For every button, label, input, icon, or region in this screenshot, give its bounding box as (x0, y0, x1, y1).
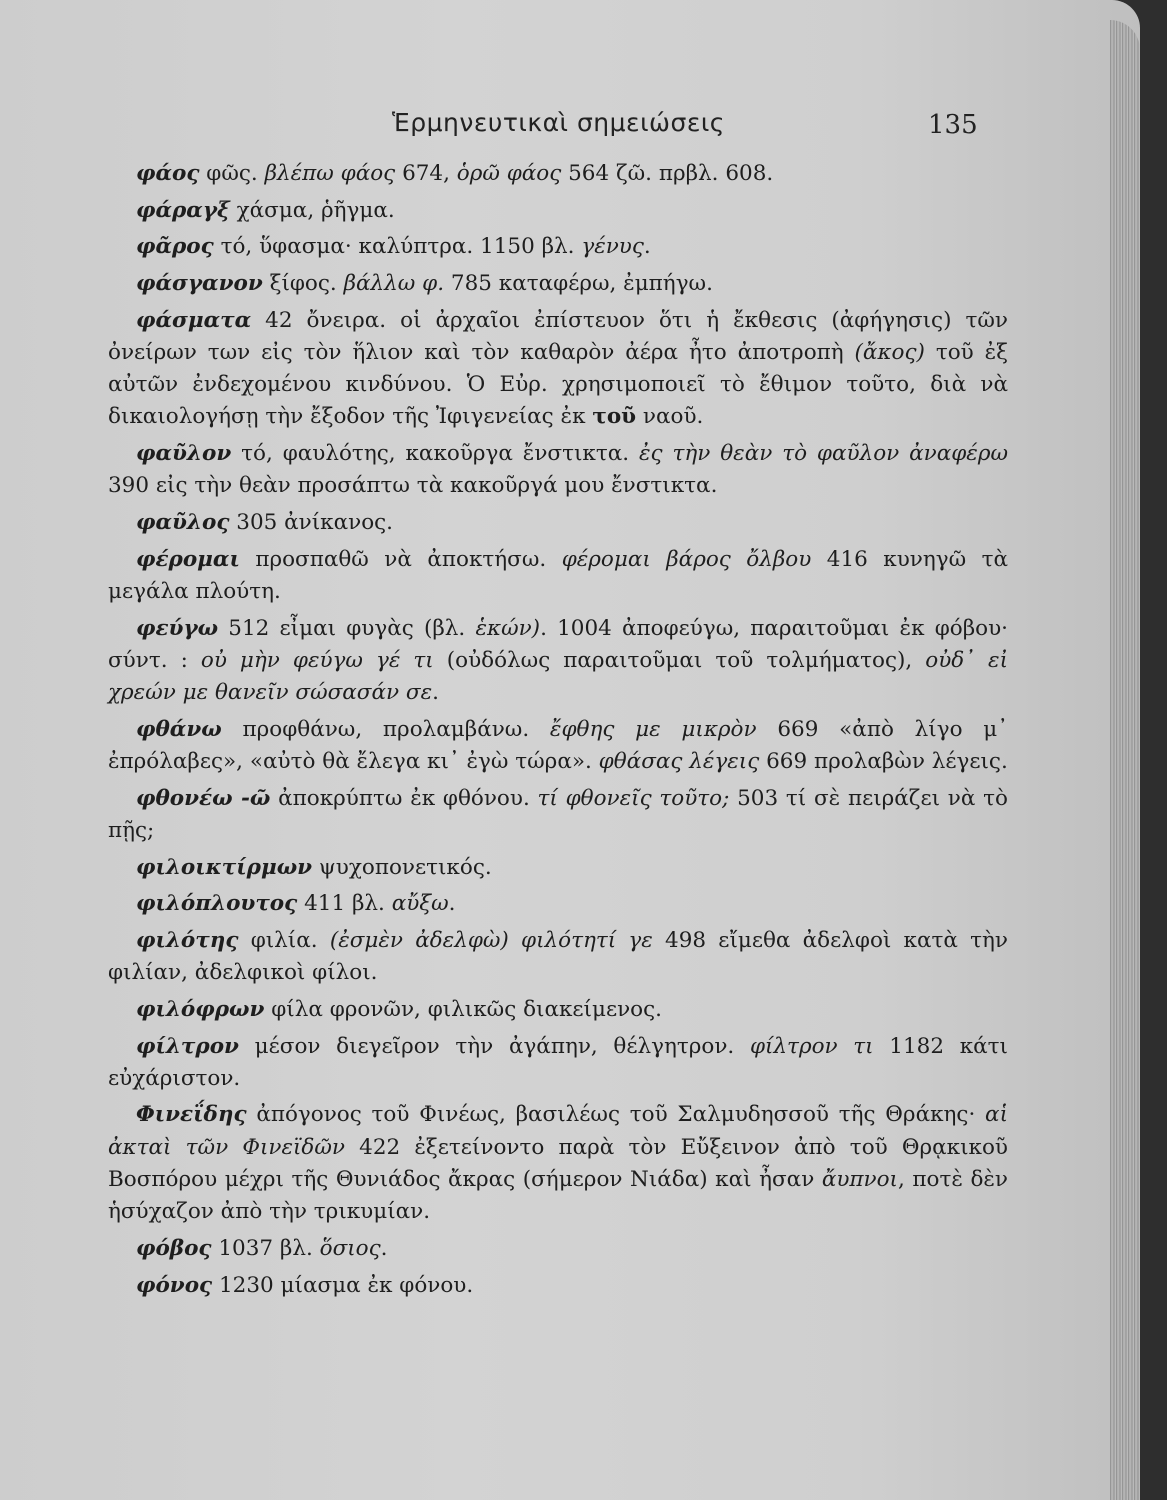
headword: φθονέω -ῶ (136, 785, 271, 811)
glossary-entry: φᾶρος τό, ὕφασμα· καλύπτρα. 1150 βλ. γένυς. (136, 234, 651, 260)
headword: φόνος (136, 1272, 213, 1298)
headword: φιλότης (136, 927, 239, 953)
glossary-entry: φέρομαι προσπαθῶ νὰ ἀποκτήσω. φέρομαι βάρος ὄλβου 416 κυνηγῶ τὰ μεγάλα πλούτη. (108, 546, 1009, 604)
glossary-entry: φάος φῶς. βλέπω φάος 674, ὁρῶ φάος 564 ζῶ. πρβλ. 608. (136, 161, 774, 186)
headword: φάσματα (136, 307, 252, 333)
headword: φεύγω (136, 615, 219, 641)
glossary-entry: φάσγανον ξίφος. βάλλω φ. 785 καταφέρω, ἐμπήγω. (136, 271, 713, 297)
headword: φιλόφρων (136, 996, 265, 1022)
page-number: 135 (928, 110, 978, 140)
glossary-entry: φιλόφρων φίλα φρονῶν, φιλικῶς διακείμενος. (136, 996, 662, 1022)
glossary-entry: φιλόπλουτος 411 βλ. αὔξω. (136, 891, 456, 917)
headword: φιλόπλουτος (136, 891, 298, 917)
glossary-entry: φάσματα 42 ὄνειρα. οἱ ἀρχαῖοι ἐπίστευον ὅτι ἡ ἔκθεσις (ἀφήγησις) τῶν ὀνείρων των εἰς τὸν ἥλιον καὶ τὸν καθαρὸν ἀέρα ἦτο ἀποτροπὴ (ἄκος) τοῦ ἐξ αὐτῶν ἐνδεχομένου κινδύνου. Ὁ Εὐρ. χρησιμοποιεῖ τὸ ἔθιμον τοῦτο, διὰ νὰ δικαιολογήσῃ τὴν ἔξοδον τῆς Ἰφιγενείας ἐκ τοῦ ναοῦ. (108, 307, 1008, 430)
glossary-entry: φόβος 1037 βλ. ὅσιος. (136, 1235, 388, 1261)
headword: φθάνω (136, 716, 222, 742)
glossary-entry: φαῦλον τό, φαυλότης, κακοῦργα ἔνστικτα. ἐς τὴν θεὰν τὸ φαῦλον ἀναφέρω 390 εἰς τὴν θεὰν προσάπτω τὰ κακοῦργά μου ἔνστικτα. (108, 441, 1008, 499)
headword: φίλτρον (136, 1033, 239, 1059)
page-edges (1110, 20, 1140, 1500)
headword: φέρομαι (136, 546, 240, 572)
headword: φαῦλος (136, 510, 230, 536)
headword: φάσγανον (136, 271, 263, 297)
running-title: Ἑρμηνευτικαὶ σημειώσεις (392, 108, 725, 137)
headword: φαῦλον (136, 441, 232, 467)
glossary-entry: φίλτρον μέσον διεγεῖρον τὴν ἀγάπην, θέλγητρον. φίλτρον τι 1182 κάτι εὐχάριστον. (108, 1033, 1008, 1091)
headword: φάος (136, 161, 200, 186)
headword: φόβος (136, 1235, 212, 1261)
headword: φάραγξ (136, 197, 230, 223)
glossary-entry: φαῦλος 305 ἀνίκανος. (136, 510, 394, 536)
glossary-entry: φεύγω 512 εἶμαι φυγὰς (βλ. ἑκών). 1004 ἀποφεύγω, παραιτοῦμαι ἐκ φόβου· σύντ. : οὐ μὴν φεύγω γέ τι (οὐδόλως παραιτοῦμαι τοῦ τολμήματος), οὐδ᾽ εἰ χρεών με θανεῖν σώσασάν σε. (108, 615, 1008, 706)
headword: φᾶρος (136, 234, 214, 260)
headword: φιλοικτίρμων (136, 854, 313, 880)
glossary-body (108, 158, 1008, 1306)
glossary-entry: φθονέω -ῶ ἀποκρύπτω ἐκ φθόνου. τί φθονεῖς τοῦτο; 503 τί σὲ πειράζει νὰ τὸ πῇς; (108, 785, 1008, 843)
glossary-entry: φόνος 1230 μίασμα ἐκ φόνου. (136, 1272, 474, 1298)
running-header (392, 108, 992, 148)
glossary-entry: φιλοικτίρμων ψυχοπονετικός. (136, 854, 492, 880)
glossary-entry: φάραγξ χάσμα, ῥῆγμα. (136, 197, 395, 223)
glossary-entry: Φινεΐδης ἀπόγονος τοῦ Φινέως, βασιλέως τοῦ Σαλμυδησσοῦ τῆς Θράκης· αἱ ἀκταὶ τῶν Φινεϊδῶν 422 ἐξετείνοντο παρὰ τὸν Εὔξεινον ἀπὸ τοῦ Θρᾳκικοῦ Βοσπόρου μέχρι τῆς Θυνιάδος ἄκρας (σήμερον Νιάδα) καὶ ἦσαν ἄυπνοι, ποτὲ δὲν ἡσύχαζον ἀπὸ τὴν τρικυμίαν. (108, 1102, 1009, 1225)
headword: Φινεΐδης (136, 1102, 247, 1128)
glossary-entry: φιλότης φιλία. (ἐσμὲν ἀδελφὼ) φιλότητί γε 498 εἴμεθα ἀδελφοὶ κατὰ τὴν φιλίαν, ἀδελφικοὶ φίλοι. (108, 927, 1008, 986)
glossary-entry: φθάνω προφθάνω, προλαμβάνω. ἔφθης με μικρὸν 669 «ἀπὸ λίγο μ᾽ ἐπρόλαβες», «αὐτὸ θὰ ἔλεγα κι᾽ ἐγὼ τώρα». φθάσας λέγεις 669 προλαβὼν λέγεις. (108, 716, 1008, 774)
